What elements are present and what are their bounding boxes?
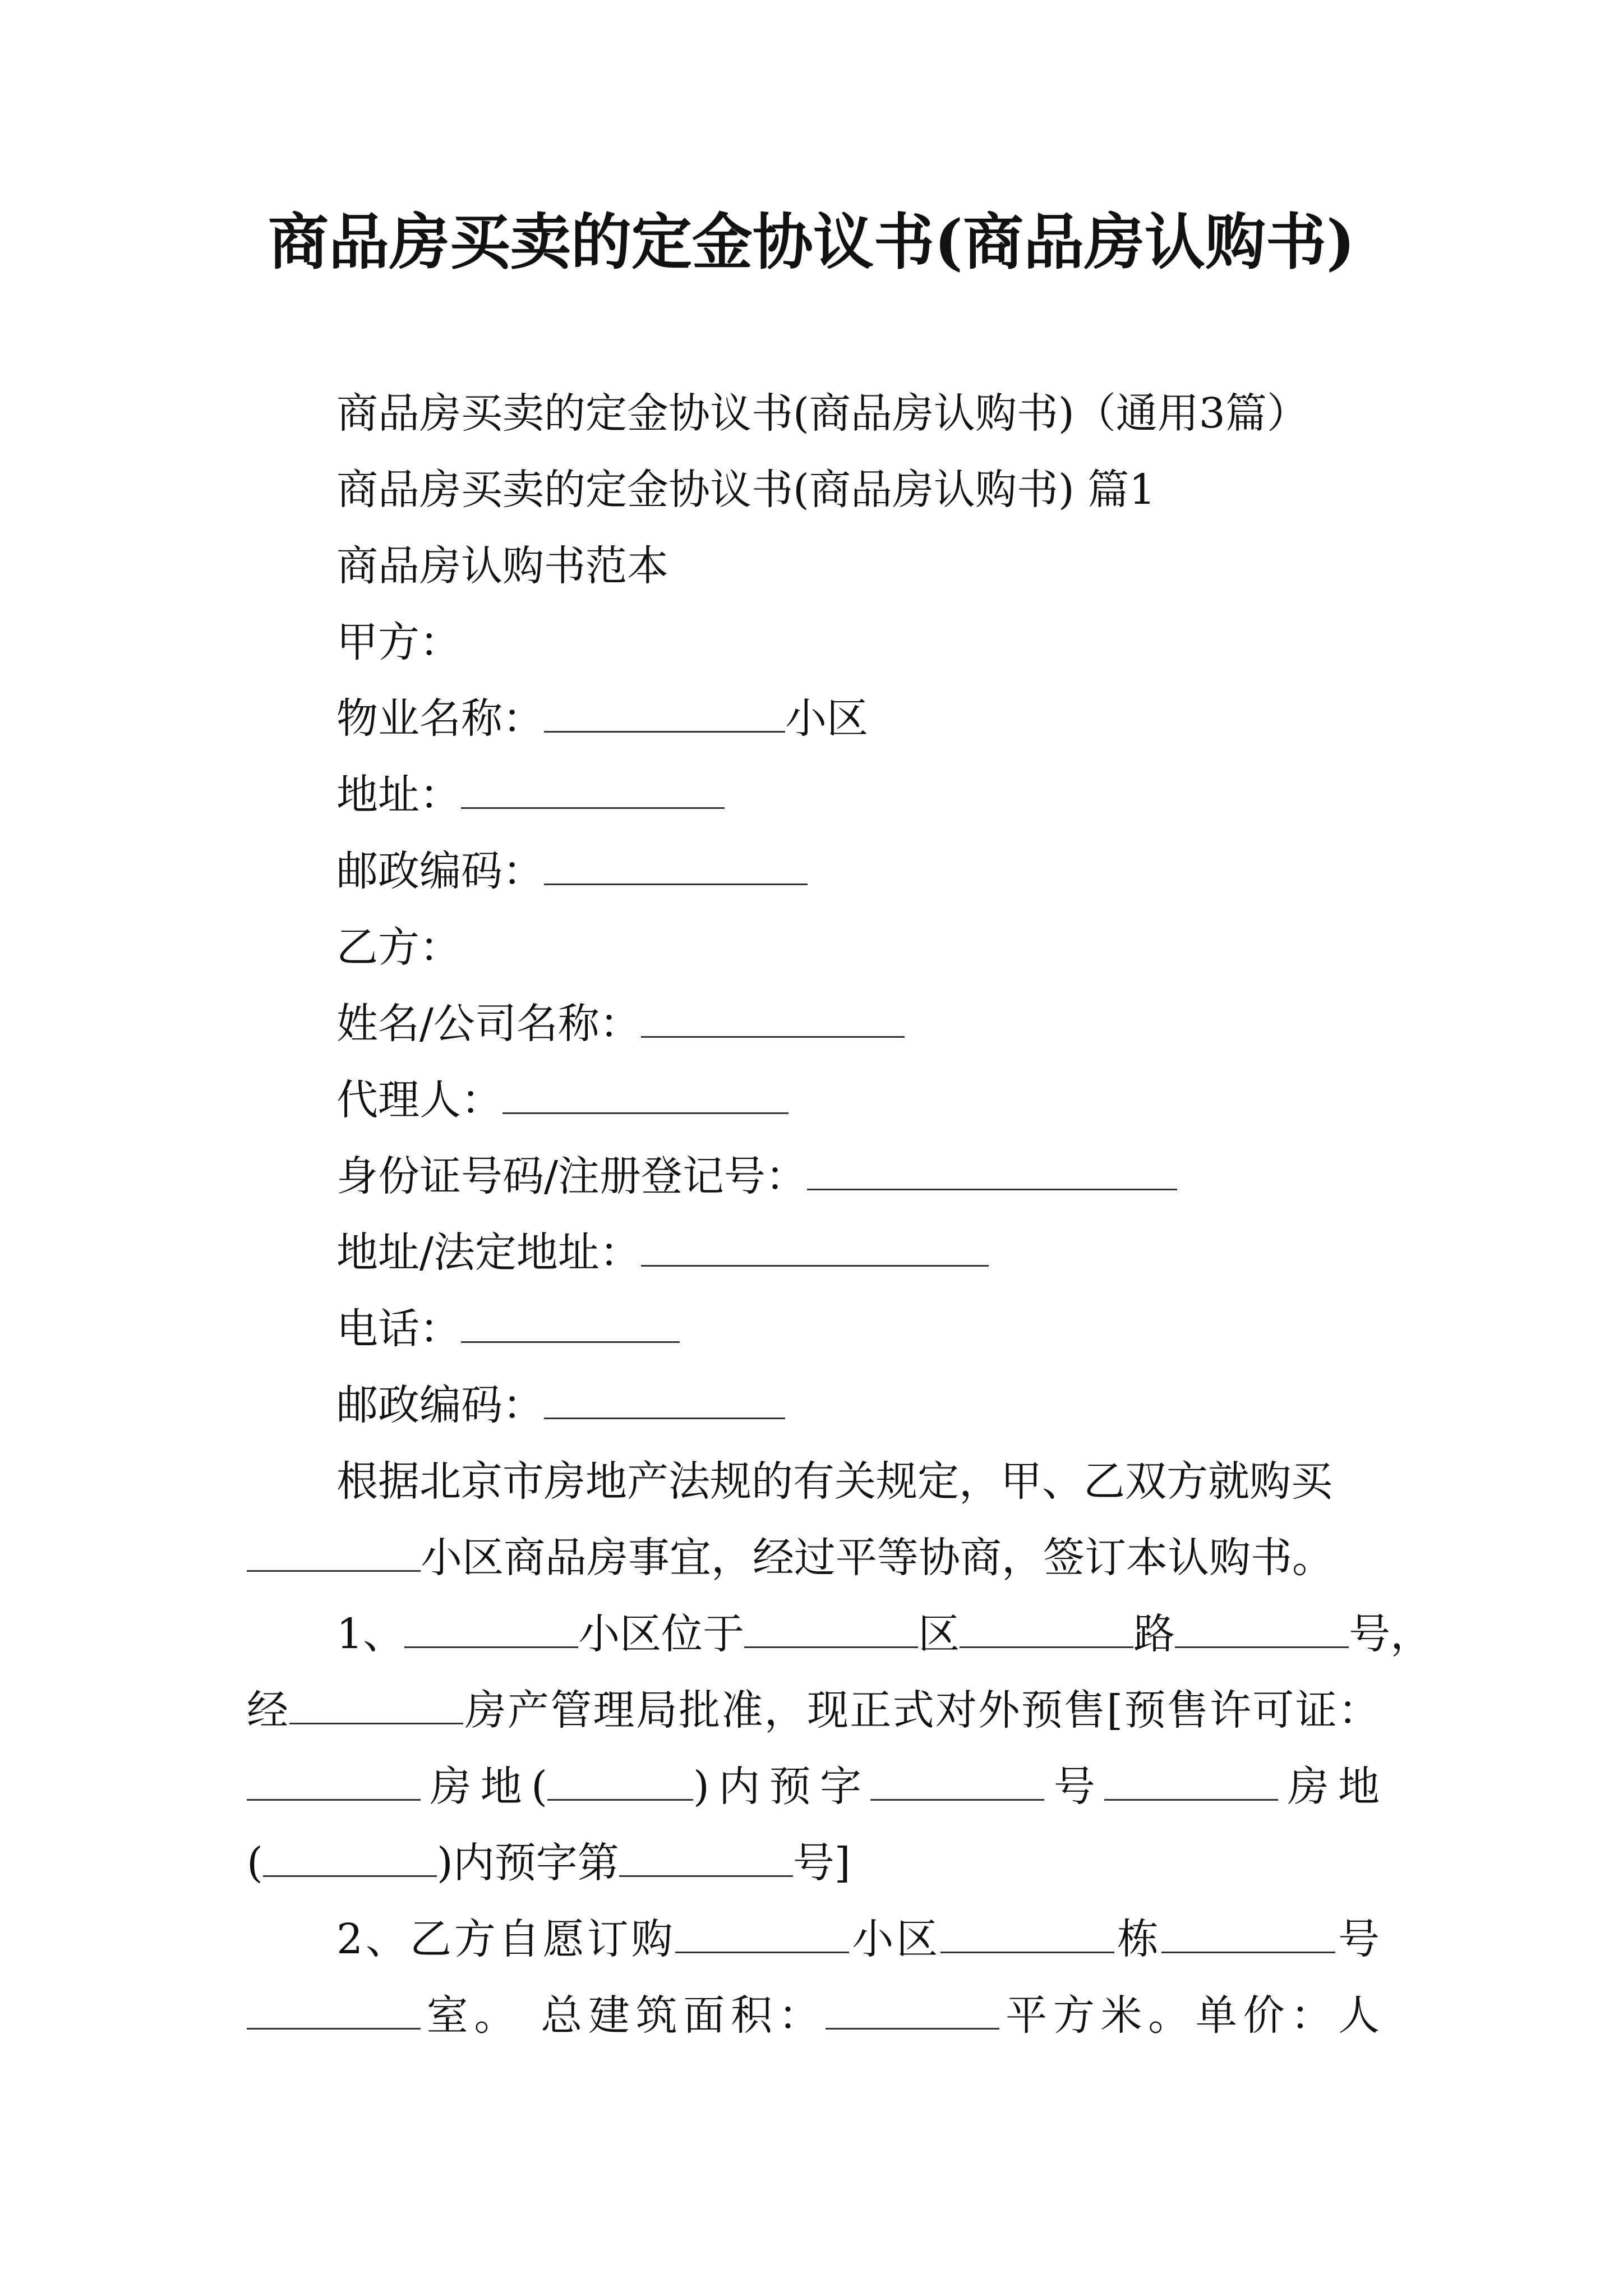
doc-line: 地址/法定地址： [336,1222,989,1283]
doc-line: 商品房买卖的定金协议书(商品房认购书) 篇1 [336,466,1156,514]
fill-blank [502,1079,789,1114]
doc-line: 2、乙方自愿订购 小区 栋 号 [336,1915,1380,1963]
doc-line: 姓名/公司名称： [336,993,905,1055]
document-title: 商品房买卖的定金协议书(商品房认购书) [268,207,1355,278]
fill-blank [641,1231,989,1267]
fill-blank [960,1613,1133,1648]
doc-line: 商品房买卖的定金协议书(商品房认购书)（通用3篇） [336,389,1308,438]
fill-blank [744,1613,918,1648]
fill-blank [247,1765,421,1801]
doc-line: 小区商品房事宜，经过平等协商，签订本认购书。 [247,1527,1334,1589]
doc-line: 1、 小区位于 区 路 号， [336,1610,1432,1658]
fill-blank [675,1918,849,1953]
fill-blank [461,1308,680,1343]
fill-blank [461,774,725,809]
fill-blank [247,1536,421,1572]
fill-blank [641,1002,905,1038]
fill-blank [807,1155,1177,1190]
doc-line: 代理人： [336,1069,789,1131]
doc-line: 商品房认购书范本 [336,542,668,590]
doc-line: 地址： [336,764,725,826]
fill-blank [547,1765,693,1801]
fill-blank [619,1842,793,1877]
doc-line: 电话： [336,1298,680,1360]
fill-blank [1161,1918,1335,1953]
fill-blank [1104,1765,1278,1801]
fill-blank [263,1842,437,1877]
fill-blank [1175,1613,1349,1648]
fill-blank [289,1689,463,1724]
doc-line: 乙方： [336,923,461,972]
doc-line: 甲方： [336,618,461,666]
doc-line: 邮政编码： [336,840,808,902]
doc-line: 房地( )内预字 号 房地 [247,1756,1380,1818]
doc-line: 室。 总建筑面积： 平方米。单价：人 [247,1985,1380,2046]
fill-blank [870,1765,1044,1801]
doc-line: ( )内预字第 号] [247,1839,851,1887]
fill-blank [544,697,785,733]
fill-blank [544,850,808,885]
fill-blank [940,1918,1114,1953]
doc-line: 经 房产管理局批准，现正式对外预售[预售许可证： [247,1686,1380,1734]
doc-line: 邮政编码： [336,1374,785,1436]
doc-line: 身份证号码/注册登记号： [336,1145,1177,1207]
fill-blank [247,1994,421,2030]
fill-blank [826,1994,999,2030]
fill-blank [544,1384,785,1419]
fill-blank [404,1613,578,1648]
doc-line: 根据北京市房地产法规的有关规定，甲、乙双方就购买 [336,1457,1332,1506]
doc-line: 物业名称： 小区 [336,694,868,743]
